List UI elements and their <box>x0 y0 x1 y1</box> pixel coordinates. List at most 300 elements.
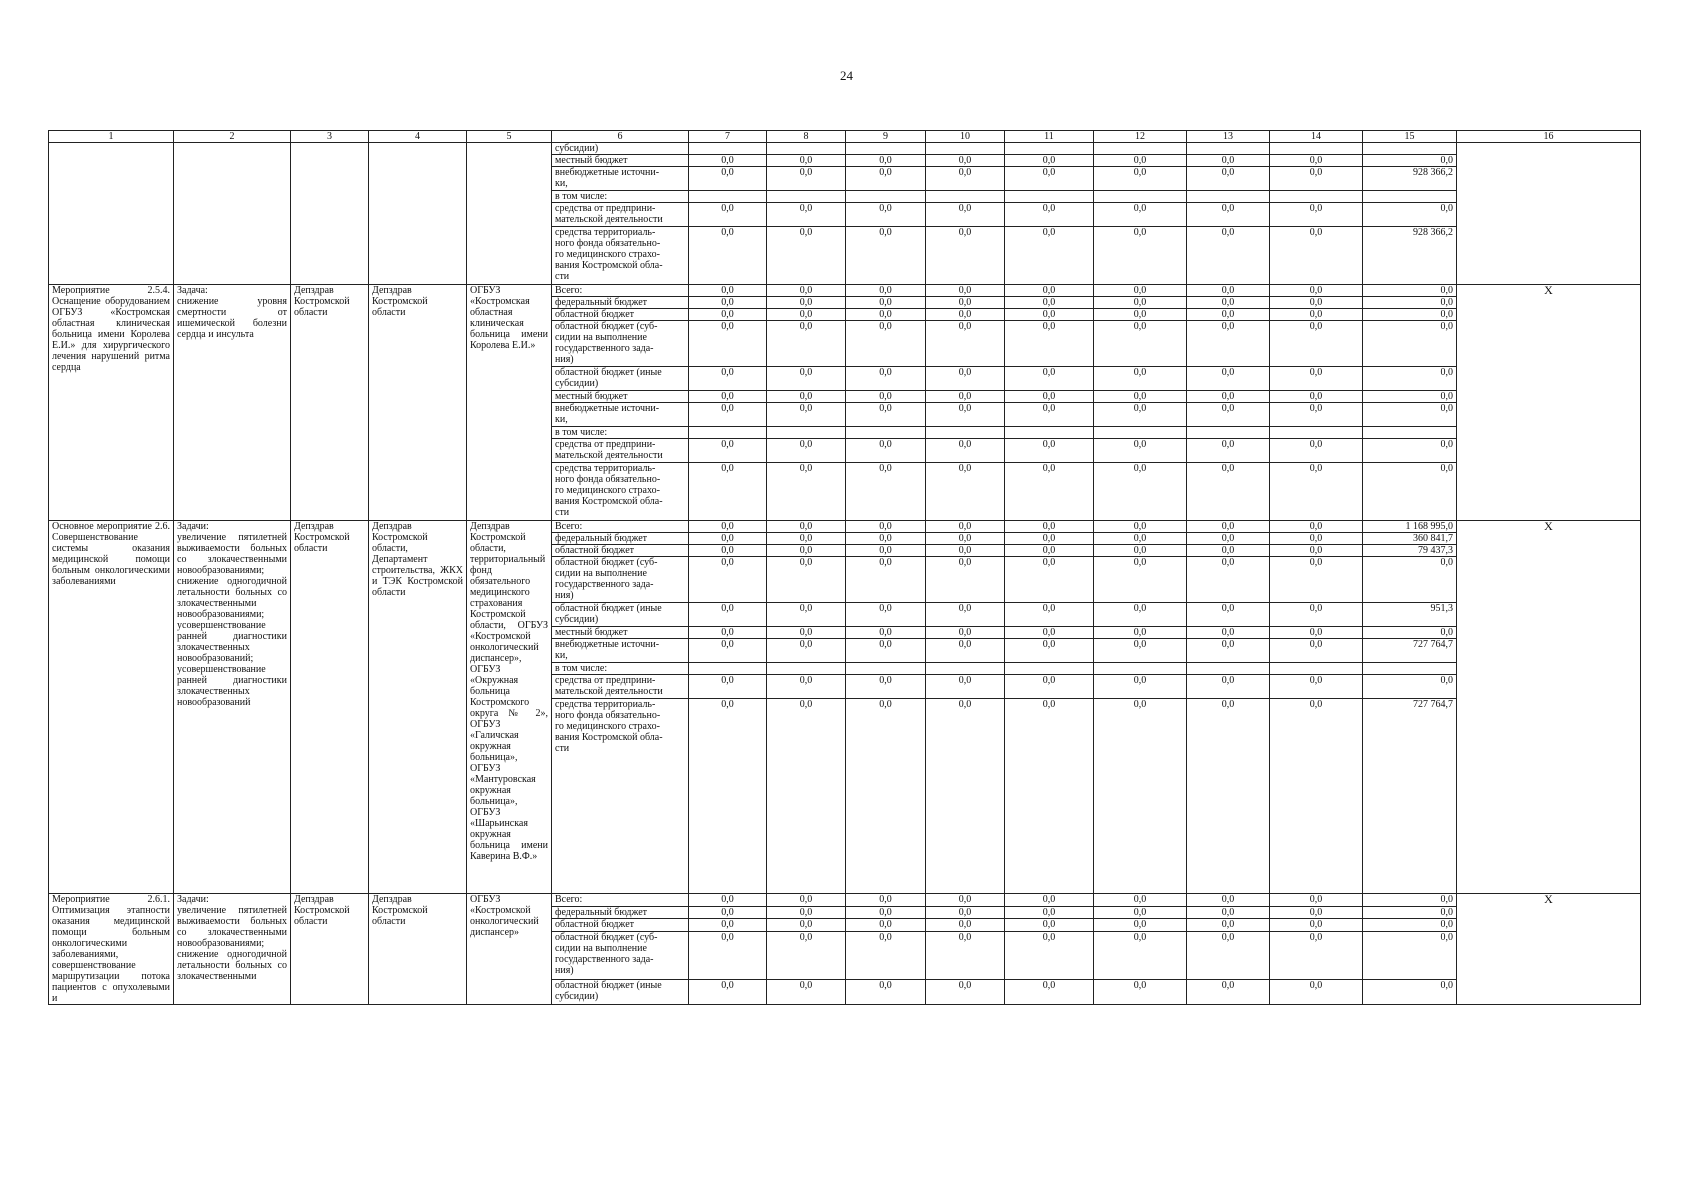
column-header: 7 <box>689 131 767 143</box>
column-header: 3 <box>291 131 369 143</box>
value-cell-col9 <box>846 143 926 155</box>
value-cell-col14: 0,0 <box>1270 321 1363 367</box>
value-cell-col12 <box>1094 427 1187 439</box>
funding-source-label: средства территориаль- ного фонда обязательно- го медицинского страхо- вания Костромской обла- сти <box>552 227 689 285</box>
value-cell-col10: 0,0 <box>926 906 1005 919</box>
measure-c5-cell: ОГБУЗ «Костромская областная клиническая больница имени Королева Е.И.» <box>467 285 552 521</box>
funding-source-label: областной бюджет (суб- сидии на выполнение государственного зада- ния) <box>552 557 689 603</box>
value-cell-col14 <box>1270 663 1363 675</box>
page-number: 24 <box>840 68 853 83</box>
value-cell-col14: 0,0 <box>1270 285 1363 297</box>
measure-c4-cell <box>369 143 467 285</box>
value-cell-col10: 0,0 <box>926 521 1005 533</box>
funding-source-label: областной бюджет <box>552 919 689 932</box>
value-cell-col15: 928 366,2 <box>1363 227 1457 285</box>
value-cell-col14: 0,0 <box>1270 463 1363 521</box>
value-cell-col8: 0,0 <box>767 699 846 894</box>
measure-c5-cell: ОГБУЗ «Костромской онкологический диспансер» <box>467 894 552 1005</box>
funding-source-label: местный бюджет <box>552 155 689 167</box>
value-cell-col7: 0,0 <box>689 439 767 463</box>
value-cell-col7: 0,0 <box>689 391 767 403</box>
value-cell-col11: 0,0 <box>1005 627 1094 639</box>
value-cell-col9 <box>846 191 926 203</box>
value-cell-col10 <box>926 191 1005 203</box>
measure-c4-cell: Депздрав Костромской области <box>369 285 467 521</box>
value-cell-col7: 0,0 <box>689 463 767 521</box>
value-cell-col12: 0,0 <box>1094 367 1187 391</box>
value-cell-col8: 0,0 <box>767 203 846 227</box>
value-cell-col11: 0,0 <box>1005 919 1094 932</box>
value-cell-col12: 0,0 <box>1094 906 1187 919</box>
value-cell-col7: 0,0 <box>689 979 767 1004</box>
value-cell-col8: 0,0 <box>767 545 846 557</box>
value-cell-col11: 0,0 <box>1005 203 1094 227</box>
value-cell-col14 <box>1270 191 1363 203</box>
funding-source-label: областной бюджет (суб- сидии на выполнение государственного зада- ния) <box>552 931 689 979</box>
value-cell-col10: 0,0 <box>926 403 1005 427</box>
value-cell-col15: 0,0 <box>1363 557 1457 603</box>
funding-source-label: областной бюджет (иные субсидии) <box>552 979 689 1004</box>
value-cell-col12: 0,0 <box>1094 309 1187 321</box>
value-cell-col15: 727 764,7 <box>1363 639 1457 663</box>
value-cell-col11: 0,0 <box>1005 639 1094 663</box>
value-cell-col15: 0,0 <box>1363 919 1457 932</box>
value-cell-col14: 0,0 <box>1270 439 1363 463</box>
value-cell-col12: 0,0 <box>1094 297 1187 309</box>
value-cell-col11: 0,0 <box>1005 155 1094 167</box>
measure-c3-cell: Депздрав Костромской области <box>291 521 369 894</box>
measure-c1-cell: Основное мероприятие 2.6. Совершенствование системы оказания медицинской помощи больным онкологическими заболеваниями <box>49 521 174 894</box>
value-cell-col8: 0,0 <box>767 391 846 403</box>
measure-c5-cell <box>467 143 552 285</box>
column-header: 9 <box>846 131 926 143</box>
value-cell-col15 <box>1363 663 1457 675</box>
value-cell-col13: 0,0 <box>1187 906 1270 919</box>
funding-source-label: областной бюджет (иные субсидии) <box>552 603 689 627</box>
value-cell-col8: 0,0 <box>767 919 846 932</box>
value-cell-col10: 0,0 <box>926 297 1005 309</box>
value-cell-col13: 0,0 <box>1187 931 1270 979</box>
funding-source-label: областной бюджет <box>552 545 689 557</box>
value-cell-col12 <box>1094 663 1187 675</box>
value-cell-col10 <box>926 143 1005 155</box>
value-cell-col11: 0,0 <box>1005 297 1094 309</box>
value-cell-col14: 0,0 <box>1270 906 1363 919</box>
value-cell-col10: 0,0 <box>926 391 1005 403</box>
value-cell-col11: 0,0 <box>1005 894 1094 907</box>
measure-c2-cell: Задачи: увеличение пятилетней выживаемости больных со злокачественными новообразованиями; снижение одногодичной летальности больных со злокачественными новообразованиями; усовершенствование ранней диагностики злокачественных новообразований; усовершенствование ранней диагностики злокачественных новообразований <box>174 521 291 894</box>
funding-source-label: Всего: <box>552 894 689 907</box>
value-cell-col12: 0,0 <box>1094 919 1187 932</box>
value-cell-col13: 0,0 <box>1187 403 1270 427</box>
value-cell-col13: 0,0 <box>1187 227 1270 285</box>
measure-c1-cell <box>49 143 174 285</box>
value-cell-col7: 0,0 <box>689 321 767 367</box>
value-cell-col15: 0,0 <box>1363 931 1457 979</box>
value-cell-col9: 0,0 <box>846 675 926 699</box>
measure-c2-cell: Задача: снижение уровня смертности от ишемической болезни сердца и инсульта <box>174 285 291 521</box>
value-cell-col8: 0,0 <box>767 906 846 919</box>
value-cell-col13 <box>1187 663 1270 675</box>
value-cell-col8: 0,0 <box>767 155 846 167</box>
value-cell-col10: 0,0 <box>926 167 1005 191</box>
value-cell-col11: 0,0 <box>1005 521 1094 533</box>
value-cell-col15: 79 437,3 <box>1363 545 1457 557</box>
value-cell-col14: 0,0 <box>1270 533 1363 545</box>
value-cell-col13 <box>1187 427 1270 439</box>
value-cell-col12: 0,0 <box>1094 894 1187 907</box>
col16-cell <box>1457 143 1641 285</box>
value-cell-col15: 0,0 <box>1363 906 1457 919</box>
value-cell-col9: 0,0 <box>846 603 926 627</box>
col16-cell: Х <box>1457 894 1641 1005</box>
value-cell-col10: 0,0 <box>926 675 1005 699</box>
value-cell-col13: 0,0 <box>1187 894 1270 907</box>
value-cell-col15: 0,0 <box>1363 439 1457 463</box>
value-cell-col9: 0,0 <box>846 367 926 391</box>
value-cell-col7: 0,0 <box>689 931 767 979</box>
value-cell-col13: 0,0 <box>1187 603 1270 627</box>
value-cell-col9: 0,0 <box>846 285 926 297</box>
value-cell-col12: 0,0 <box>1094 627 1187 639</box>
funding-row <box>49 894 1641 907</box>
value-cell-col7: 0,0 <box>689 627 767 639</box>
measure-c3-cell <box>291 143 369 285</box>
value-cell-col14: 0,0 <box>1270 403 1363 427</box>
value-cell-col10: 0,0 <box>926 285 1005 297</box>
value-cell-col13: 0,0 <box>1187 367 1270 391</box>
value-cell-col11: 0,0 <box>1005 675 1094 699</box>
value-cell-col14: 0,0 <box>1270 557 1363 603</box>
value-cell-col9: 0,0 <box>846 297 926 309</box>
value-cell-col11: 0,0 <box>1005 321 1094 367</box>
column-header: 15 <box>1363 131 1457 143</box>
value-cell-col13: 0,0 <box>1187 675 1270 699</box>
value-cell-col14: 0,0 <box>1270 227 1363 285</box>
column-header: 4 <box>369 131 467 143</box>
value-cell-col8: 0,0 <box>767 285 846 297</box>
value-cell-col7: 0,0 <box>689 533 767 545</box>
value-cell-col7: 0,0 <box>689 297 767 309</box>
value-cell-col12: 0,0 <box>1094 931 1187 979</box>
value-cell-col12: 0,0 <box>1094 533 1187 545</box>
value-cell-col13: 0,0 <box>1187 155 1270 167</box>
funding-source-label: федеральный бюджет <box>552 297 689 309</box>
value-cell-col15: 0,0 <box>1363 979 1457 1004</box>
value-cell-col8: 0,0 <box>767 297 846 309</box>
funding-source-label: областной бюджет (суб- сидии на выполнение государственного зада- ния) <box>552 321 689 367</box>
value-cell-col7: 0,0 <box>689 227 767 285</box>
value-cell-col15: 0,0 <box>1363 391 1457 403</box>
value-cell-col9: 0,0 <box>846 521 926 533</box>
value-cell-col15 <box>1363 191 1457 203</box>
value-cell-col12: 0,0 <box>1094 603 1187 627</box>
value-cell-col8: 0,0 <box>767 367 846 391</box>
value-cell-col10 <box>926 663 1005 675</box>
value-cell-col9: 0,0 <box>846 639 926 663</box>
value-cell-col12: 0,0 <box>1094 463 1187 521</box>
value-cell-col9 <box>846 663 926 675</box>
value-cell-col10: 0,0 <box>926 155 1005 167</box>
value-cell-col15: 360 841,7 <box>1363 533 1457 545</box>
value-cell-col15: 0,0 <box>1363 155 1457 167</box>
value-cell-col8: 0,0 <box>767 894 846 907</box>
value-cell-col13: 0,0 <box>1187 521 1270 533</box>
column-header: 12 <box>1094 131 1187 143</box>
value-cell-col13: 0,0 <box>1187 919 1270 932</box>
value-cell-col13: 0,0 <box>1187 439 1270 463</box>
value-cell-col13: 0,0 <box>1187 639 1270 663</box>
value-cell-col12: 0,0 <box>1094 979 1187 1004</box>
value-cell-col12: 0,0 <box>1094 439 1187 463</box>
value-cell-col8: 0,0 <box>767 979 846 1004</box>
funding-source-label: в том числе: <box>552 427 689 439</box>
value-cell-col13: 0,0 <box>1187 545 1270 557</box>
value-cell-col11 <box>1005 191 1094 203</box>
value-cell-col7: 0,0 <box>689 699 767 894</box>
value-cell-col14: 0,0 <box>1270 639 1363 663</box>
value-cell-col12: 0,0 <box>1094 285 1187 297</box>
value-cell-col13 <box>1187 143 1270 155</box>
value-cell-col9: 0,0 <box>846 699 926 894</box>
value-cell-col10: 0,0 <box>926 603 1005 627</box>
value-cell-col10: 0,0 <box>926 533 1005 545</box>
value-cell-col14: 0,0 <box>1270 545 1363 557</box>
column-header: 6 <box>552 131 689 143</box>
funding-row <box>49 521 1641 533</box>
value-cell-col15: 0,0 <box>1363 403 1457 427</box>
value-cell-col9: 0,0 <box>846 321 926 367</box>
funding-source-label: в том числе: <box>552 191 689 203</box>
value-cell-col9: 0,0 <box>846 894 926 907</box>
value-cell-col12: 0,0 <box>1094 155 1187 167</box>
value-cell-col12 <box>1094 143 1187 155</box>
value-cell-col8: 0,0 <box>767 675 846 699</box>
value-cell-col15: 727 764,7 <box>1363 699 1457 894</box>
program-funding-table <box>48 130 1641 1005</box>
column-number-row <box>49 131 1641 143</box>
value-cell-col15: 0,0 <box>1363 367 1457 391</box>
column-header: 11 <box>1005 131 1094 143</box>
funding-source-label: средства от предприни- мательской деятельности <box>552 675 689 699</box>
value-cell-col14 <box>1270 143 1363 155</box>
value-cell-col13: 0,0 <box>1187 391 1270 403</box>
value-cell-col8: 0,0 <box>767 439 846 463</box>
value-cell-col9: 0,0 <box>846 545 926 557</box>
funding-source-label: федеральный бюджет <box>552 533 689 545</box>
value-cell-col8 <box>767 143 846 155</box>
measure-c4-cell: Депздрав Костромской области <box>369 894 467 1005</box>
column-header: 5 <box>467 131 552 143</box>
value-cell-col12: 0,0 <box>1094 545 1187 557</box>
value-cell-col14: 0,0 <box>1270 894 1363 907</box>
value-cell-col7: 0,0 <box>689 403 767 427</box>
value-cell-col9: 0,0 <box>846 203 926 227</box>
value-cell-col8: 0,0 <box>767 403 846 427</box>
value-cell-col9 <box>846 427 926 439</box>
value-cell-col11: 0,0 <box>1005 285 1094 297</box>
value-cell-col9: 0,0 <box>846 533 926 545</box>
value-cell-col11: 0,0 <box>1005 557 1094 603</box>
value-cell-col10: 0,0 <box>926 919 1005 932</box>
value-cell-col12: 0,0 <box>1094 403 1187 427</box>
column-header: 13 <box>1187 131 1270 143</box>
value-cell-col11: 0,0 <box>1005 533 1094 545</box>
value-cell-col11 <box>1005 663 1094 675</box>
value-cell-col15: 951,3 <box>1363 603 1457 627</box>
value-cell-col7: 0,0 <box>689 521 767 533</box>
column-header: 16 <box>1457 131 1641 143</box>
value-cell-col8 <box>767 663 846 675</box>
value-cell-col7: 0,0 <box>689 639 767 663</box>
value-cell-col12: 0,0 <box>1094 639 1187 663</box>
value-cell-col15: 0,0 <box>1363 463 1457 521</box>
value-cell-col10: 0,0 <box>926 545 1005 557</box>
value-cell-col9: 0,0 <box>846 403 926 427</box>
value-cell-col11: 0,0 <box>1005 699 1094 894</box>
value-cell-col11: 0,0 <box>1005 167 1094 191</box>
value-cell-col8: 0,0 <box>767 533 846 545</box>
value-cell-col14: 0,0 <box>1270 391 1363 403</box>
value-cell-col14: 0,0 <box>1270 367 1363 391</box>
value-cell-col9: 0,0 <box>846 931 926 979</box>
value-cell-col10: 0,0 <box>926 627 1005 639</box>
funding-source-label: средства от предприни- мательской деятельности <box>552 203 689 227</box>
value-cell-col7: 0,0 <box>689 675 767 699</box>
value-cell-col8: 0,0 <box>767 627 846 639</box>
funding-row <box>49 285 1641 297</box>
value-cell-col12: 0,0 <box>1094 557 1187 603</box>
value-cell-col9: 0,0 <box>846 155 926 167</box>
value-cell-col10: 0,0 <box>926 309 1005 321</box>
value-cell-col7: 0,0 <box>689 919 767 932</box>
value-cell-col13: 0,0 <box>1187 463 1270 521</box>
measure-c4-cell: Депздрав Костромской области, Департамент строительства, ЖКХ и ТЭК Костромской области <box>369 521 467 894</box>
funding-source-label: местный бюджет <box>552 627 689 639</box>
value-cell-col11: 0,0 <box>1005 979 1094 1004</box>
value-cell-col14: 0,0 <box>1270 675 1363 699</box>
value-cell-col14: 0,0 <box>1270 521 1363 533</box>
value-cell-col13: 0,0 <box>1187 167 1270 191</box>
value-cell-col11: 0,0 <box>1005 439 1094 463</box>
value-cell-col15: 0,0 <box>1363 675 1457 699</box>
value-cell-col9: 0,0 <box>846 627 926 639</box>
value-cell-col15: 0,0 <box>1363 321 1457 367</box>
value-cell-col13: 0,0 <box>1187 321 1270 367</box>
value-cell-col11: 0,0 <box>1005 391 1094 403</box>
value-cell-col9: 0,0 <box>846 557 926 603</box>
value-cell-col10: 0,0 <box>926 227 1005 285</box>
value-cell-col13: 0,0 <box>1187 699 1270 894</box>
value-cell-col14 <box>1270 427 1363 439</box>
value-cell-col14: 0,0 <box>1270 919 1363 932</box>
value-cell-col15: 0,0 <box>1363 297 1457 309</box>
value-cell-col12: 0,0 <box>1094 699 1187 894</box>
funding-source-label: областной бюджет <box>552 309 689 321</box>
column-header: 14 <box>1270 131 1363 143</box>
value-cell-col7 <box>689 663 767 675</box>
value-cell-col11: 0,0 <box>1005 545 1094 557</box>
column-header: 10 <box>926 131 1005 143</box>
value-cell-col8: 0,0 <box>767 321 846 367</box>
value-cell-col10: 0,0 <box>926 894 1005 907</box>
value-cell-col7 <box>689 143 767 155</box>
value-cell-col13: 0,0 <box>1187 557 1270 603</box>
value-cell-col9: 0,0 <box>846 979 926 1004</box>
value-cell-col8: 0,0 <box>767 639 846 663</box>
value-cell-col11: 0,0 <box>1005 906 1094 919</box>
value-cell-col9: 0,0 <box>846 439 926 463</box>
value-cell-col9: 0,0 <box>846 463 926 521</box>
value-cell-col11: 0,0 <box>1005 931 1094 979</box>
value-cell-col15: 0,0 <box>1363 627 1457 639</box>
value-cell-col7: 0,0 <box>689 285 767 297</box>
funding-source-label: Всего: <box>552 521 689 533</box>
value-cell-col9: 0,0 <box>846 309 926 321</box>
funding-source-label: субсидии) <box>552 143 689 155</box>
value-cell-col11 <box>1005 143 1094 155</box>
value-cell-col12: 0,0 <box>1094 227 1187 285</box>
value-cell-col9: 0,0 <box>846 227 926 285</box>
value-cell-col7: 0,0 <box>689 155 767 167</box>
value-cell-col14: 0,0 <box>1270 309 1363 321</box>
funding-source-label: внебюджетные источни- ки, <box>552 639 689 663</box>
value-cell-col13: 0,0 <box>1187 979 1270 1004</box>
value-cell-col11: 0,0 <box>1005 603 1094 627</box>
value-cell-col14: 0,0 <box>1270 979 1363 1004</box>
value-cell-col10: 0,0 <box>926 699 1005 894</box>
funding-source-label: средства территориаль- ного фонда обязательно- го медицинского страхо- вания Костромской обла- сти <box>552 699 689 894</box>
column-header: 1 <box>49 131 174 143</box>
value-cell-col9: 0,0 <box>846 391 926 403</box>
value-cell-col8: 0,0 <box>767 603 846 627</box>
value-cell-col8 <box>767 427 846 439</box>
value-cell-col13: 0,0 <box>1187 627 1270 639</box>
value-cell-col12 <box>1094 191 1187 203</box>
funding-source-label: внебюджетные источни- ки, <box>552 167 689 191</box>
value-cell-col10: 0,0 <box>926 931 1005 979</box>
column-header: 8 <box>767 131 846 143</box>
funding-source-label: средства от предприни- мательской деятельности <box>552 439 689 463</box>
value-cell-col13 <box>1187 191 1270 203</box>
value-cell-col7: 0,0 <box>689 545 767 557</box>
value-cell-col15: 0,0 <box>1363 309 1457 321</box>
value-cell-col7: 0,0 <box>689 309 767 321</box>
funding-source-label: областной бюджет (иные субсидии) <box>552 367 689 391</box>
value-cell-col10: 0,0 <box>926 639 1005 663</box>
value-cell-col9: 0,0 <box>846 167 926 191</box>
value-cell-col10: 0,0 <box>926 367 1005 391</box>
funding-row <box>49 143 1641 155</box>
value-cell-col10: 0,0 <box>926 979 1005 1004</box>
value-cell-col14: 0,0 <box>1270 203 1363 227</box>
value-cell-col15: 0,0 <box>1363 203 1457 227</box>
value-cell-col15: 1 168 995,0 <box>1363 521 1457 533</box>
value-cell-col8: 0,0 <box>767 557 846 603</box>
value-cell-col12: 0,0 <box>1094 521 1187 533</box>
col16-cell: Х <box>1457 285 1641 521</box>
value-cell-col7: 0,0 <box>689 603 767 627</box>
col16-cell: Х <box>1457 521 1641 894</box>
value-cell-col8: 0,0 <box>767 167 846 191</box>
value-cell-col15: 928 366,2 <box>1363 167 1457 191</box>
column-header: 2 <box>174 131 291 143</box>
value-cell-col12: 0,0 <box>1094 675 1187 699</box>
measure-c2-cell: Задачи: увеличение пятилетней выживаемости больных со злокачественными новообразованиями; снижение одногодичной летальности больных со злокачественными <box>174 894 291 1005</box>
funding-source-label: средства территориаль- ного фонда обязательно- го медицинского страхо- вания Костромской обла- сти <box>552 463 689 521</box>
value-cell-col7 <box>689 191 767 203</box>
value-cell-col15 <box>1363 427 1457 439</box>
